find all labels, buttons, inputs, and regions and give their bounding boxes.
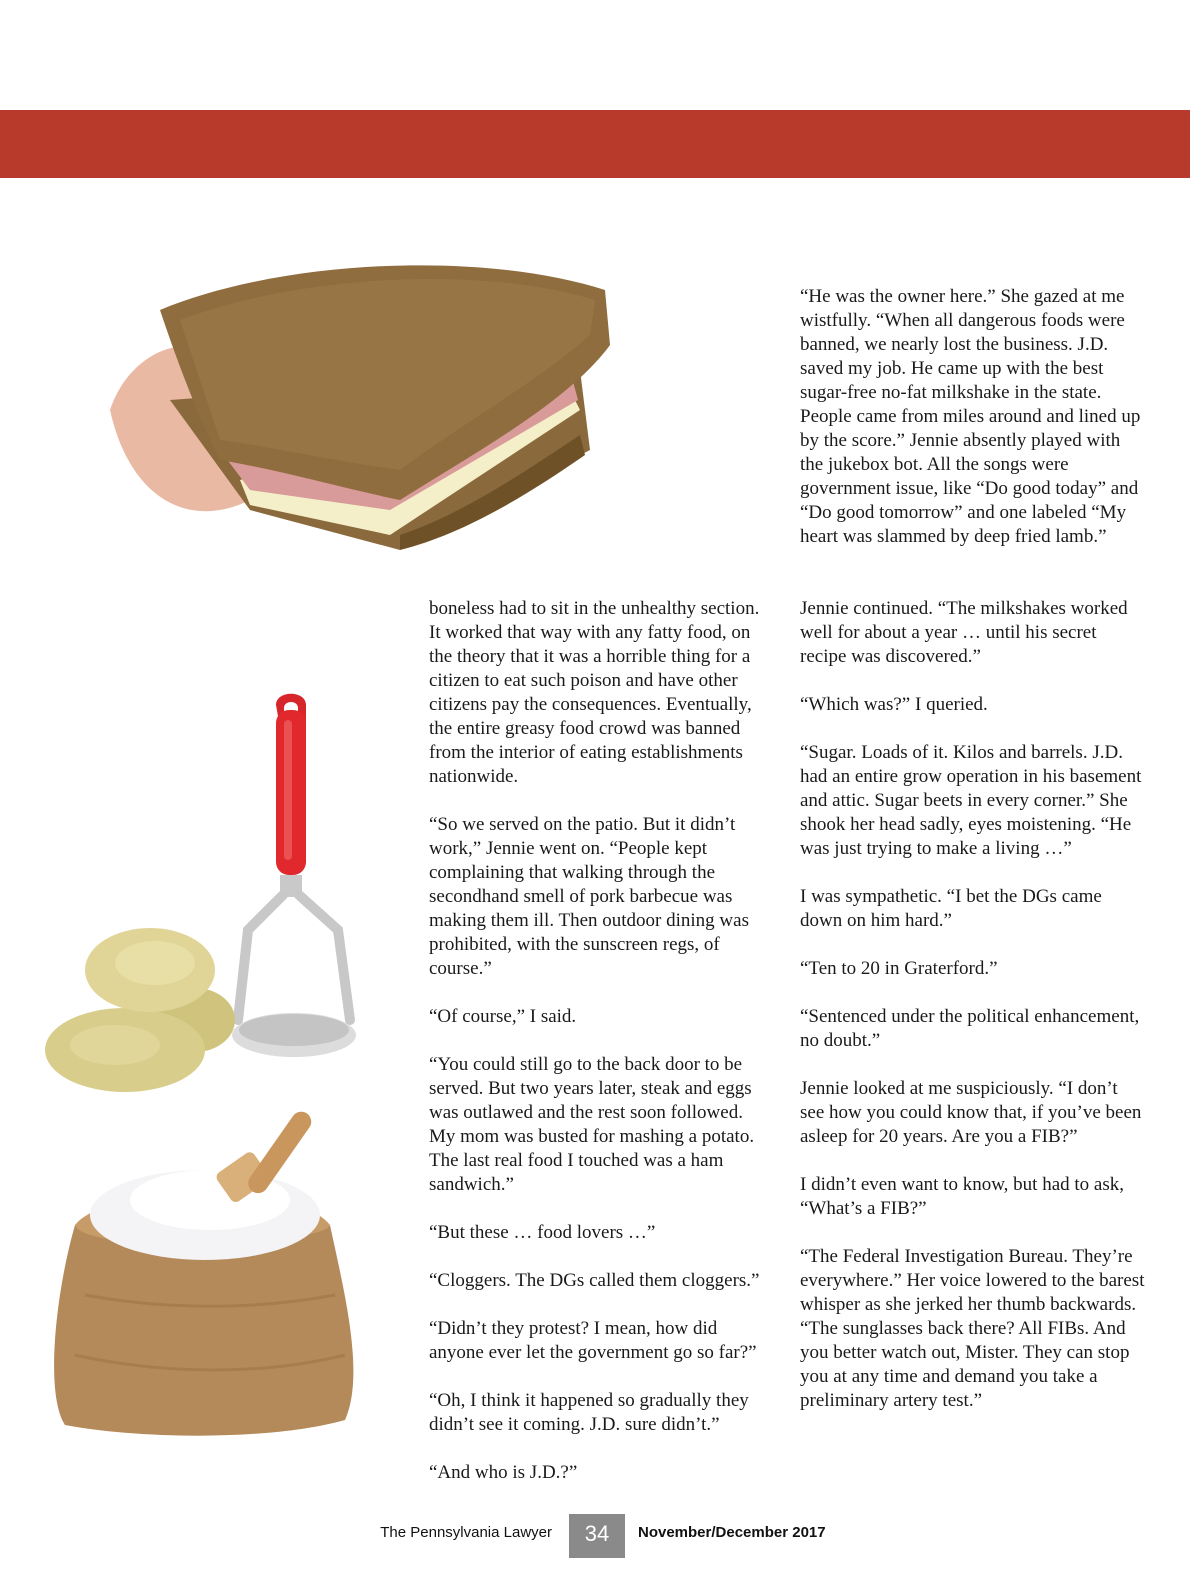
- ham-sandwich-image: [100, 250, 620, 570]
- article-paragraph: “Sugar. Loads of it. Kilos and barrels. J.D. had an entire grow operation in his basement and attic. Sugar beets in every corner.” She shook her head sadly, eyes moistening. “He was just trying to make a living …”: [800, 742, 1142, 859]
- article-paragraph: “Sentenced under the political enhancement, no doubt.”: [800, 1006, 1140, 1051]
- article-paragraph: “Which was?” I queried.: [800, 694, 988, 715]
- header-color-band: [0, 110, 1190, 178]
- article-paragraph: “But these … food lovers …”: [429, 1222, 656, 1243]
- article-column-middle: [429, 597, 774, 1509]
- page-footer: [0, 1514, 1200, 1554]
- article-paragraph: “Cloggers. The DGs called them cloggers.”: [429, 1270, 760, 1291]
- article-paragraph: I didn’t even want to know, but had to ask, “What’s a FIB?”: [800, 1174, 1125, 1219]
- article-paragraph: “You could still go to the back door to be served. But two years later, steak and eggs was outlawed and the rest soon followed. My mom was busted for mashing a potato. The last real food I touched was a ham sandwich.”: [429, 1054, 755, 1195]
- article-paragraph: “So we served on the patio. But it didn’t work,” Jennie went on. “People kept complaining that walking through the secondhand smell of pork barbecue was making them ill. Then outdoor dining was prohibited, with the sunscreen regs, of course.”: [429, 814, 749, 979]
- article-paragraph: “Oh, I think it happened so gradually they didn’t see it coming. J.D. sure didn’t.”: [429, 1390, 749, 1435]
- article-paragraph: “And who is J.D.?”: [429, 1462, 578, 1483]
- potato-masher-image: [228, 690, 363, 1070]
- article-paragraph: “Didn’t they protest? I mean, how did anyone ever let the government go so far?”: [429, 1318, 757, 1363]
- article-paragraph: “He was the owner here.” She gazed at me wistfully. “When all dangerous foods were banned, we nearly lost the business. J.D. saved my job. He came up with the best sugar-free no-fat milkshake in the state. People came from miles around and lined up by the score.” Jennie absently played with the jukebox bot. All the songs were government issue, like “Do good today” and “Do good tomorrow” and one labeled “My heart was slammed by deep fried lamb.”: [800, 286, 1141, 547]
- sugar-sack-image: [45, 1095, 380, 1440]
- article-paragraph: I was sympathetic. “I bet the DGs came down on him hard.”: [800, 886, 1102, 931]
- article-paragraph: “Of course,” I said.: [429, 1006, 577, 1027]
- article-column-right: [800, 597, 1145, 1437]
- article-paragraph: boneless had to sit in the unhealthy section. It worked that way with any fatty food, on the theory that it was a horrible thing for a citizen to eat such poison and have other citizens pay the consequences. Eventually, the entire greasy food crowd was banned from the interior of eating establishments nationwide.: [429, 598, 760, 787]
- potatoes-image: [45, 915, 240, 1100]
- article-paragraph: “The Federal Investigation Bureau. They’re everywhere.” Her voice lowered to the barest whisper as she jerked her thumb backwards. “The sunglasses back there? All FIBs. And you better watch out, Mister. They can stop you at any time and demand you take a preliminary artery test.”: [800, 1246, 1145, 1411]
- article-paragraph: “Ten to 20 in Graterford.”: [800, 958, 998, 979]
- issue-date: November/December 2017: [638, 1524, 826, 1541]
- publication-name: The Pennsylvania Lawyer: [380, 1524, 552, 1541]
- page-number: 34: [569, 1514, 625, 1558]
- article-paragraph: Jennie looked at me suspiciously. “I don’t see how you could know that, if you’ve been asleep for 20 years. Are you a FIB?”: [800, 1078, 1142, 1147]
- article-paragraph: Jennie continued. “The milkshakes worked well for about a year … until his secret recipe was discovered.”: [800, 598, 1128, 667]
- article-column-right-top: [800, 285, 1145, 573]
